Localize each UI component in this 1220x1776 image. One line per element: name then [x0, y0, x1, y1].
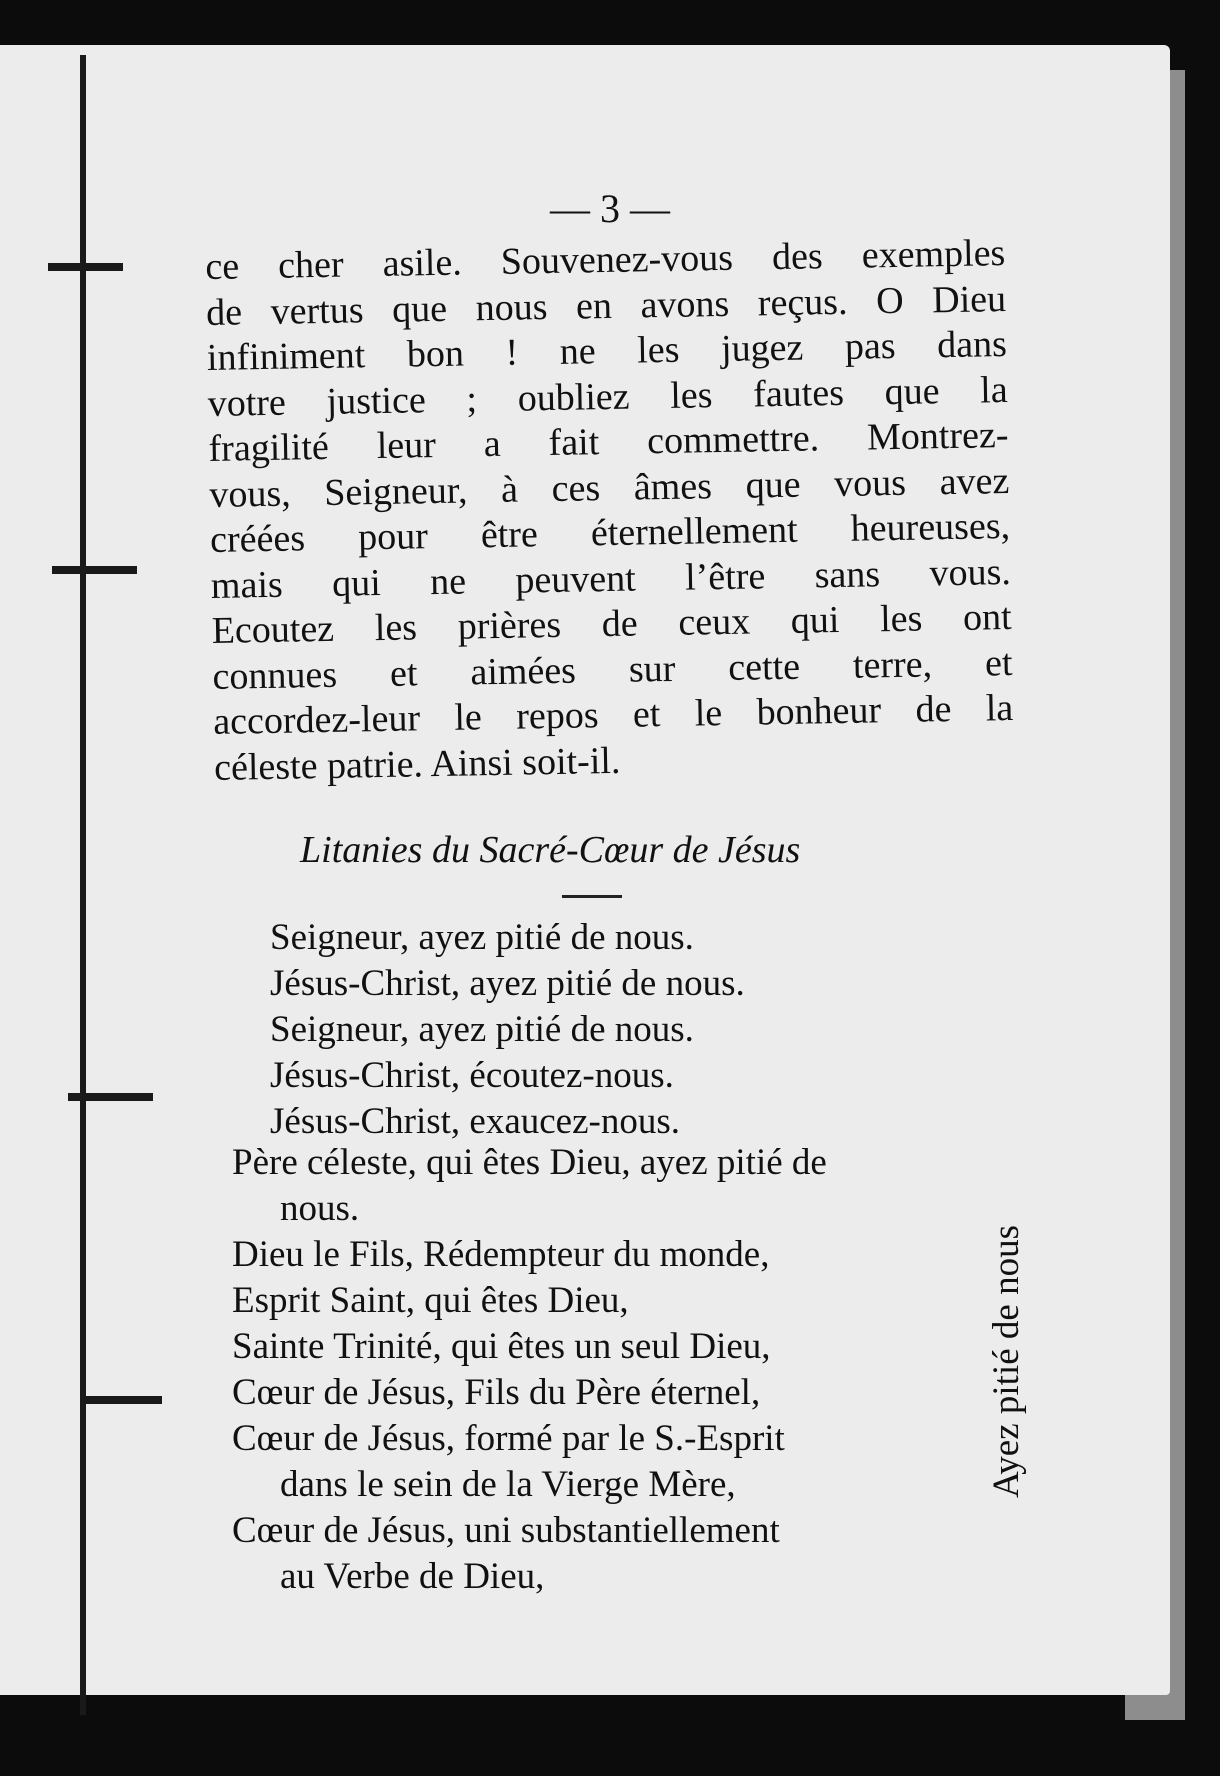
petition-line: Père céleste, qui êtes Dieu, ayez pitié de [232, 1142, 827, 1183]
binding-stitch [82, 1396, 162, 1404]
petition-line: nous. [280, 1188, 360, 1229]
prayer-line: ce cher asile. Souvenez-vous des exemples [205, 232, 1006, 288]
petition-line: Cœur de Jésus, formé par le S.-Esprit [232, 1418, 785, 1459]
invocation-line: Seigneur, ayez pitié de nous. [270, 917, 694, 958]
prayer-line: créées pour être éternellement heureuses, [209, 504, 1011, 561]
page-number: — 3 — [550, 186, 670, 231]
prayer-line: votre justice ; oubliez les fautes que la [207, 368, 1009, 425]
binding-thread [80, 55, 86, 1715]
prayer-line: connues et aimées sur cette terre, et [212, 641, 1013, 698]
binding-stitch [68, 1093, 153, 1101]
prayer-line: accordez-leur le repos et le bonheur de la [212, 686, 1014, 743]
prayer-line: mais qui ne peuvent l’être sans vous. [210, 550, 1012, 607]
response-label: Ayez pitié de nous [986, 1225, 1027, 1499]
petition-line: Sainte Trinité, qui êtes un seul Dieu, [232, 1326, 771, 1367]
petition-line: Cœur de Jésus, uni substantiellement [232, 1510, 780, 1551]
petition-line: Cœur de Jésus, Fils du Père éternel, [232, 1372, 761, 1413]
petition-line: au Verbe de Dieu, [280, 1556, 545, 1597]
petition-list [232, 1140, 827, 1600]
prayer-line: de vertus que nous en avons reçus. O Dieu [205, 277, 1007, 334]
litany-title: Litanies du Sacré-Cœur de Jésus [300, 829, 801, 871]
invocation-line: Seigneur, ayez pitié de nous. [270, 1009, 694, 1050]
prayer-line: céleste patrie. Ainsi soit-il. [213, 739, 621, 789]
invocation-list [270, 915, 745, 1145]
prayer-line: Ecoutez les prières de ceux qui les ont [211, 595, 1012, 652]
title-rule [562, 895, 622, 898]
prayer-line: fragilité leur a fait commettre. Montrez- [208, 414, 1009, 470]
petition-line: dans le sein de la Vierge Mère, [280, 1464, 736, 1505]
prayer-line: vous, Seigneur, à ces âmes que vous avez [208, 459, 1010, 516]
binding-stitch [52, 566, 137, 574]
prayer-paragraph [205, 231, 1014, 791]
binding-stitch [48, 263, 123, 271]
petition-line: Esprit Saint, qui êtes Dieu, [232, 1280, 629, 1321]
invocation-line: Jésus-Christ, exaucez-nous. [270, 1101, 680, 1142]
petition-line: Dieu le Fils, Rédempteur du monde, [232, 1234, 770, 1275]
invocation-line: Jésus-Christ, écoutez-nous. [270, 1055, 674, 1096]
invocation-line: Jésus-Christ, ayez pitié de nous. [270, 963, 745, 1004]
prayer-line: infiniment bon ! ne les jugez pas dans [206, 323, 1008, 379]
